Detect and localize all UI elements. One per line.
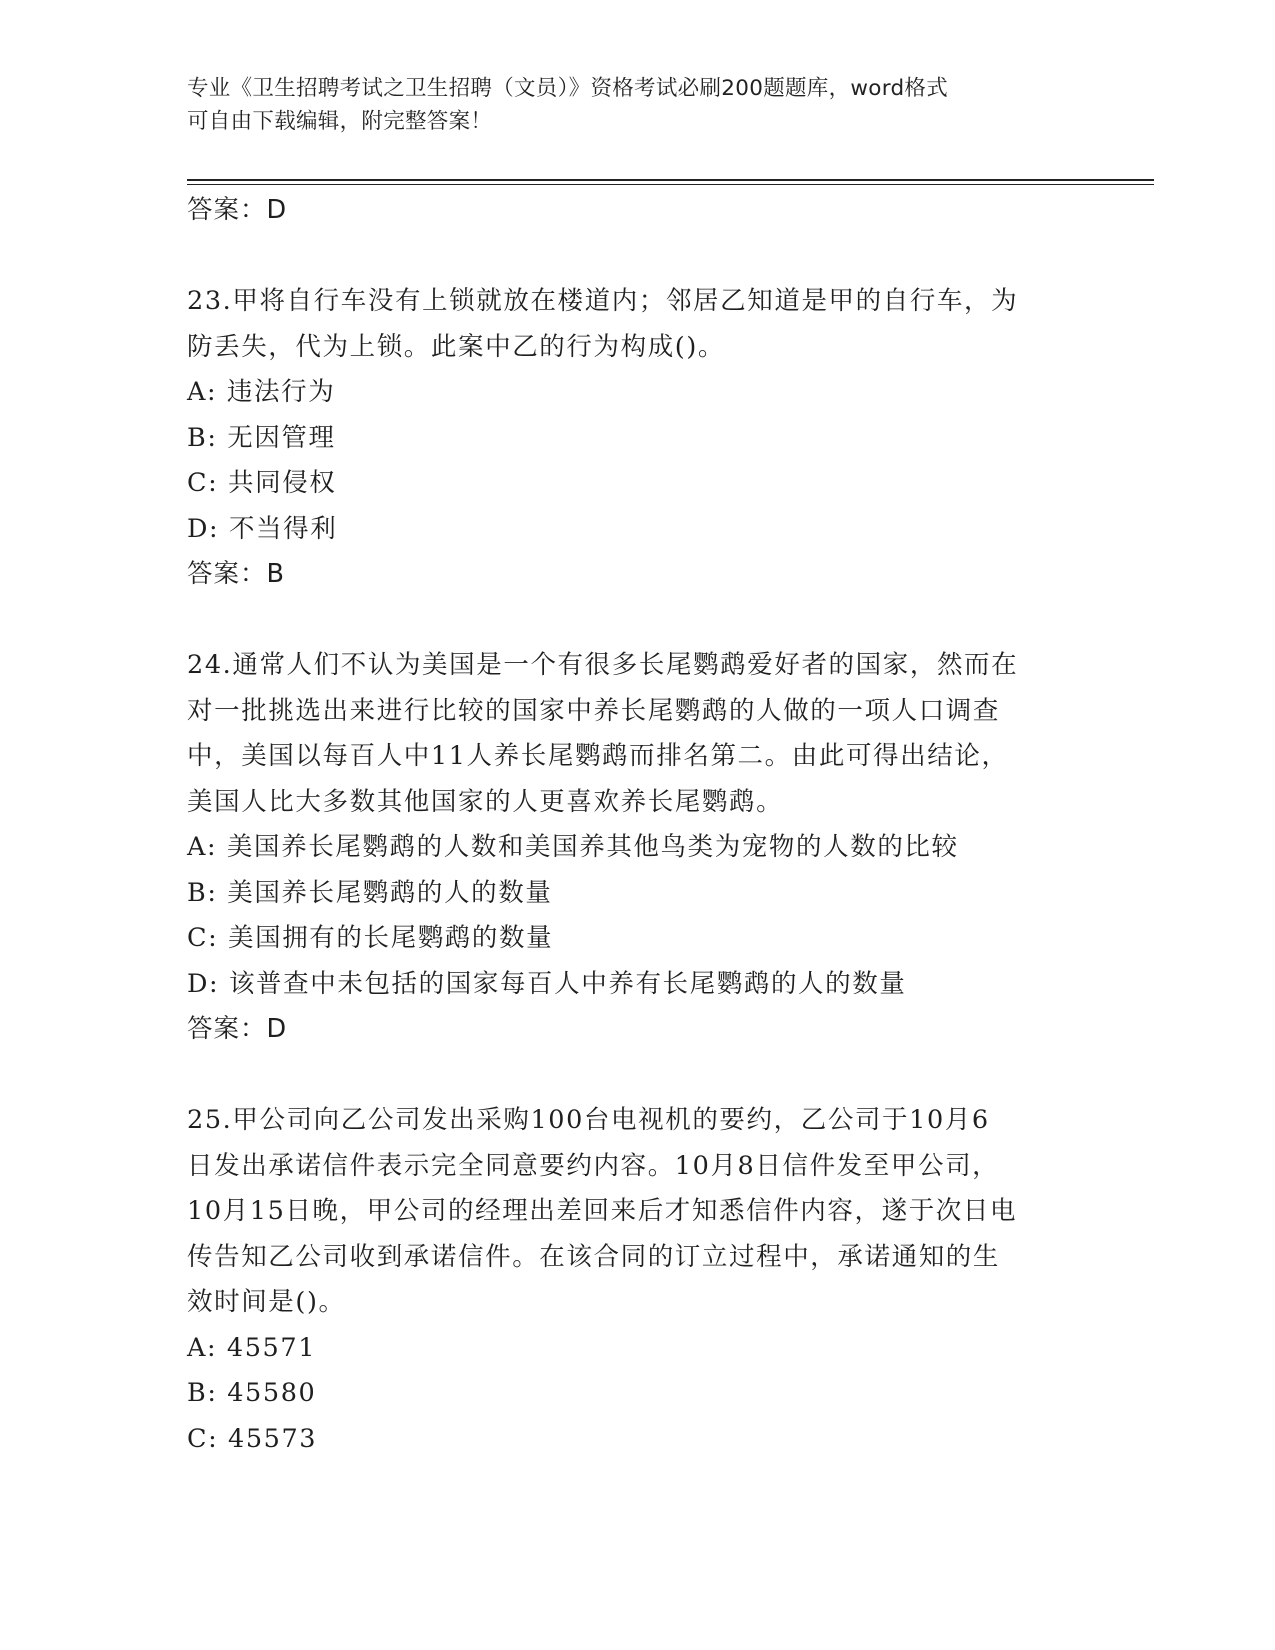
- option-a: A: 违法行为: [187, 377, 336, 407]
- question-block: [187, 279, 1087, 598]
- option-b: B: 45580: [187, 1378, 317, 1408]
- spacer: [187, 598, 1087, 644]
- header-rule-thick: [187, 179, 1154, 181]
- question-text-line: 防丢失，代为上锁。此案中乙的行为构成()。: [187, 331, 725, 362]
- question-text-line: 美国人比大多数其他国家的人更喜欢养长尾鹦鹉。: [187, 786, 784, 817]
- document-body: [187, 188, 1087, 1462]
- question-text-line: 对一批挑选出来进行比较的国家中养长尾鹦鹉的人做的一项人口调查: [187, 695, 1001, 726]
- question-block: [187, 643, 1087, 1053]
- option-d: D: 不当得利: [187, 513, 338, 544]
- question-text-line: 23.甲将自行车没有上锁就放在楼道内；邻居乙知道是甲的自行车，为: [187, 286, 1019, 316]
- question-text-line: 25.甲公司向乙公司发出采购100台电视机的要约，乙公司于10月6: [187, 1105, 990, 1135]
- option-list: [187, 1326, 1087, 1463]
- option-list: [187, 370, 1087, 552]
- header-rule-thin: [187, 184, 1154, 185]
- question-text-line: 中，美国以每百人中11人养长尾鹦鹉而排名第二。由此可得出结论，: [187, 741, 1009, 771]
- option-list: [187, 825, 1087, 1007]
- question-text-line: 日发出承诺信件表示完全同意要约内容。10月8日信件发至甲公司，: [187, 1150, 1000, 1181]
- option-b: B: 无因管理: [187, 422, 336, 453]
- header-line-2: 可自由下载编辑，附完整答案！: [187, 109, 493, 134]
- answer-line: 答案：D: [187, 1014, 288, 1044]
- answer-line: 答案：D: [187, 195, 288, 225]
- spacer: [187, 1053, 1087, 1099]
- question-text-line: 效时间是()。: [187, 1287, 346, 1317]
- option-c: C: 美国拥有的长尾鹦鹉的数量: [187, 923, 554, 953]
- option-a: A: 美国养长尾鹦鹉的人数和美国养其他鸟类为宠物的人数的比较: [187, 832, 959, 862]
- option-d: D: 该普查中未包括的国家每百人中养有长尾鹦鹉的人的数量: [187, 968, 907, 999]
- option-c: C: 45573: [187, 1423, 318, 1454]
- question-text-line: 10月15日晚，甲公司的经理出差回来后才知悉信件内容，遂于次日电: [187, 1196, 1018, 1226]
- header-line-1: 专业《卫生招聘考试之卫生招聘（文员）》资格考试必刷200题题库，word格式: [187, 76, 949, 101]
- answer-line: 答案：B: [187, 559, 285, 589]
- document-header: [187, 72, 1067, 138]
- option-b: B: 美国养长尾鹦鹉的人的数量: [187, 877, 553, 908]
- option-a: A: 45571: [187, 1332, 317, 1363]
- option-c: C: 共同侵权: [187, 468, 337, 498]
- question-block: [187, 1098, 1087, 1462]
- question-text-line: 24.通常人们不认为美国是一个有很多长尾鹦鹉爱好者的国家，然而在: [187, 650, 1019, 680]
- question-text-line: 传告知乙公司收到承诺信件。在该合同的订立过程中，承诺通知的生: [187, 1241, 1001, 1272]
- spacer: [187, 234, 1087, 280]
